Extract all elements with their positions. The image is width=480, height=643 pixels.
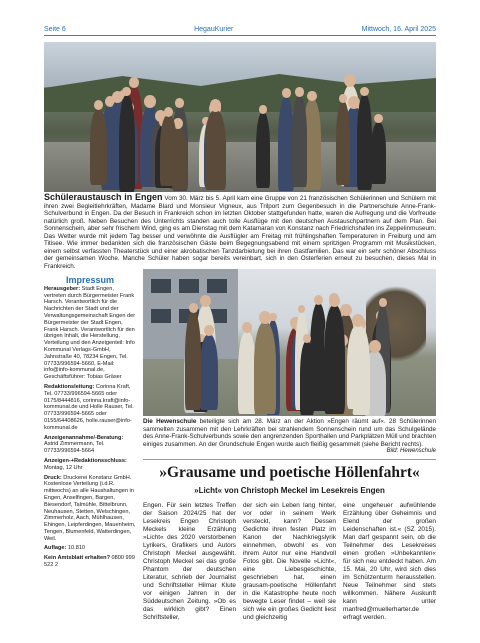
- photo-person-head: [282, 88, 291, 98]
- article-column: Engen. Für sein letztes Treffen der Saison 2024/25 hat der Lesekreis Engen Christoph Meckels kleine Erzählung »Licht« des 2020 verstorbenen Lyrikers, Grafikers und Autors Christoph Meckel ausgewählt. Christoph Meckel sei das große Phantom der deutschen Literatur, schrieb der Journalist und Schriftsteller Hilmar Klute vor einigen Jahren in der Süddeutschen Zeitung. »Ob es das wirklich gibt? Einen Schriftsteller,: [143, 502, 236, 621]
- photo-person-head: [298, 305, 306, 313]
- photo-person-head: [210, 99, 221, 111]
- photo-person-head: [164, 107, 173, 117]
- photo-person-head: [329, 295, 340, 307]
- photo-person: [256, 112, 270, 188]
- photo-person-head: [204, 325, 214, 336]
- hewenschule-photo-credit: Bild: Hewenschule: [386, 448, 436, 454]
- photo-person-head: [200, 295, 211, 307]
- photo-person: [254, 322, 276, 414]
- photo-person-head: [360, 87, 368, 96]
- lesekreis-article: [143, 502, 436, 638]
- photo-person: [200, 334, 218, 409]
- photo-person-head: [374, 114, 382, 123]
- photo-crowd: [64, 82, 406, 192]
- photo-person-head: [144, 95, 156, 108]
- hewenschule-article: [143, 418, 436, 456]
- photo-person-head: [307, 91, 316, 101]
- photo-person-head: [295, 87, 303, 96]
- photo-person: [185, 311, 201, 410]
- impressum-block: Druck: Druckerei Konstanz GmbH. Kostenlose Verteilung (i.d.R. mittwochs) an alle Haushaltungen in Engen, Anselfingen, Bargen, Biesendorf, Talmühle, Bittelbrunn, Neuhausen, Stetten, Welschingen, Zimmerholz, Aach, Mühlhausen, Ehingen, Leipferdingen, Mauenheim, Tengen, Blumenfeld, Watterdingen, Weil.: [44, 474, 136, 542]
- exchange-article: [44, 194, 436, 278]
- impressum-block: Herausgeber: Stadt Engen, vertreten durch Bürgermeister Frank Harsch. Verantwortlich für die Nachrichten der Stadt und der Verwaltungsgemeinschaft Engen der Bürgermeister der Stadt Engen, Frank Harsch. Verantwortlich für den übrigen Inhalt, die Herstellung, Verteilung und den Anzeigenteil: Info Kommunal Verlags-GmbH, Jahnstraße 40, 78234 Engen, Tel. 07733/996594-5660, E-Mail: info@info-kommunal.de, Geschäftsführer: Tobias Gräser: [44, 285, 136, 381]
- page-number: Seite 6: [44, 26, 66, 33]
- photo-person: [347, 325, 369, 410]
- article-headline: »Grausame und poetische Höllenfahrt«: [159, 464, 420, 481]
- page-header: [44, 22, 436, 36]
- photo-person-head: [259, 105, 267, 113]
- article-subheadline: »Licht« von Christoph Meckel im Lesekreis Engen: [194, 486, 385, 495]
- photo-person-head: [352, 314, 364, 327]
- impressum-block: Redaktionsleitung: Corinna Kraft, Tel. 07733/996594-5665 oder 0175/8444816, corinna.kraft@info-kommunal.de und Holle Rauser, Tel. 07733/996594-5665 oder 0155/64408626, holle.rauser@info-kommunal.de: [44, 383, 134, 431]
- hewenschule-body: beteiligte sich am 28. März an der Aktion »Engen räumt auf«. 28 Schülerinnen sammelten zusammen mit den Lehrkräften bei strahlendem Sonnenschein rund um das Schulgelände des Anne-Frank-Schulverbunds sowie den angrenzenden Sporthallen und Parkplätzen Müll und brachten einiges zusammen. An der Grundschule Engen wurde auch fleißig gesammelt (siehe Bericht rechts).: [143, 418, 436, 448]
- exchange-group-photo: [44, 42, 436, 192]
- article-column: der sich ein Leben lang hinter, vor oder in seinem Werk versteckt, kann? Dessen Gedichte ihren festen Platz im Kanon der Nachkriegslyrik einnehmen, obwohl es von ihrem Autor nur eine Handvoll Fotos gibt. Die Novelle »Licht«, eine Liebesgeschichte, geschrieben hat, einen grausam-poetische Höllenfahrt in die Katastrophe heute noch bewegte Leser findet – weil sie sich wie ein großes Gedicht liest und gleichzeitig: [243, 502, 336, 621]
- newspaper-name: HegauKurier: [194, 26, 234, 33]
- photo-person: [205, 110, 226, 190]
- impressum-block: Anzeigen-+Redaktionsschluss: Montag, 12 Uhr: [44, 457, 127, 471]
- photo-person: [160, 115, 177, 186]
- impressum-block: Anzeigenannahme/-Beratung: Astrid Zimmermann, Tel. 07733/996594-5664: [44, 434, 124, 455]
- hewenschule-title: Die Hewenschule: [143, 418, 197, 425]
- photo-person-head: [303, 334, 311, 343]
- impressum-block: Auflage: 10.810: [44, 545, 86, 552]
- photo-person: [90, 109, 107, 185]
- issue-date: Mittwoch, 16. April 2025: [361, 26, 436, 33]
- photo-person: [336, 101, 350, 185]
- exchange-body: Vom 30. März bis 5. April kam eine Gruppe von 21 französischen Schülerinnen und Schülern mit ihren zwei Begleitlehrkräften, Madame Blard und Monsieur Vigneux, aus Trilport zum Gegenbesuch in die Partnerschule Anne-Frank-Schulverbund in Engen. Da der Besuch in Frankreich schon im letzten Oktober stattgefunden hatte, waren die Aufregung und die Vorfreude natürlich groß. Neben Besuchen des Unterrichts standen auch tolle Ausflüge mit den deutschen Austauschpartnern auf dem Plan. Bei Sonnenschein, aber sehr frischem Wind, ging es am Dienstag mit dem Katamaran von Konstanz nach Friedrichshafen ins Zeppelinmuseum. Das Wetter wurde mit jedem Tag besser und verwöhnte die Ausflügler am Freitag mit frühlingshaften Temperaturen in Freiburg und am Titisee. Wie immer bedankten sich die französischen Gäste beim Begegnungsabend mit einem spritzigen Programm mit Musikstücken, einem selbst verfassten Theaterstück und einer akrobatischen Tanzdarbietung bei ihren Gastfamilien. Das war ein sehr schöner Abschluss der gemeinsamen Woche. Manche Schüler haben sogar bereits vereinbart, sich in den Osterferien erneut zu besuchen, dieses Mal in Frankreich.: [44, 195, 437, 270]
- photo-person-head: [379, 298, 387, 307]
- photo-person: [119, 95, 135, 192]
- article-column: eine ungeheuer aufwühlende Erzählung über Geheimnis und Elend der großen Leidenschaften ist.« (SZ 2015). Man darf gespannt sein, ob die Teilnehmer des Lesekreises einen großen »Unbekannten« für sich neu entdeckt haben. Am 15. Mai, 20 Uhr, wird sich dies im Schützenturm herausstellen. Neue Teilnehmer sind stets willkommen. Nähere Auskunft kann unter manfred@muellerharter.de erfragt werden.: [343, 502, 436, 621]
- impressum-block: Kein Amtsblatt erhalten? 0800 999 522 2: [44, 555, 135, 569]
- photo-person-head: [94, 100, 103, 110]
- photo-person: [324, 305, 345, 414]
- photo-person-head: [189, 303, 198, 313]
- photo-person: [300, 341, 314, 414]
- exchange-title: Schüleraustausch in Engen: [44, 192, 163, 202]
- divider: [143, 459, 436, 460]
- photo-person-head: [344, 74, 356, 87]
- photo-person-head: [340, 304, 351, 316]
- impressum-box: [44, 277, 136, 572]
- photo-person-head: [339, 94, 347, 103]
- photo-person: [371, 122, 386, 185]
- photo-person-head: [314, 295, 323, 305]
- hewenschule-photo: [143, 269, 436, 416]
- photo-person: [292, 95, 307, 187]
- photo-crowd: [173, 299, 416, 416]
- photo-person: [357, 94, 372, 189]
- photo-person-head: [175, 98, 184, 108]
- impressum-title: Impressum: [65, 275, 115, 285]
- photo-person-head: [129, 77, 139, 88]
